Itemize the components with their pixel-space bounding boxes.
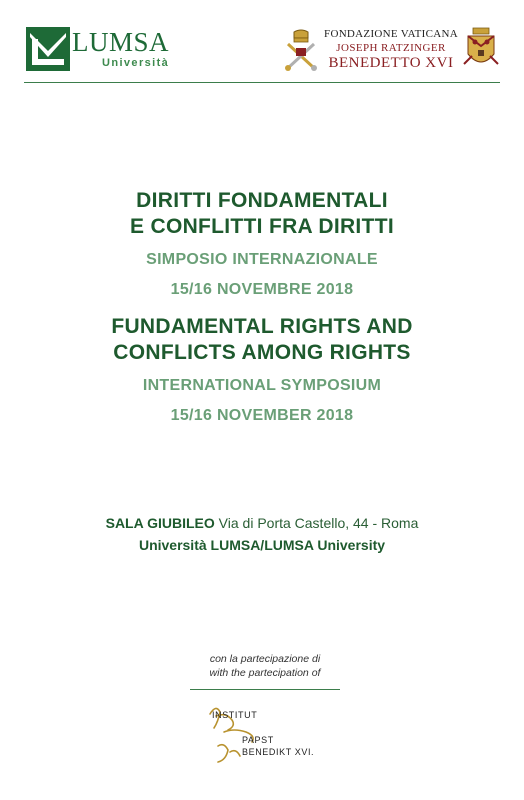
venue-address: Via di Porta Castello, 44 - Roma	[218, 515, 419, 531]
header	[0, 0, 524, 84]
papal-coat-of-arms-icon	[462, 24, 500, 74]
title-en-line-2: CONFLICTS AMONG RIGHTS	[113, 341, 411, 364]
date-en: 15/16 NOVEMBER 2018	[170, 407, 354, 424]
institut-logo	[206, 702, 326, 768]
date-it: 15/16 NOVEMBRE 2018	[170, 281, 354, 298]
institut-line-3: BENEDIKT XVI.	[242, 747, 315, 757]
lumsa-emblem-icon	[26, 27, 70, 71]
papal-keys-crest-icon	[282, 28, 320, 72]
title-it-line-2: E CONFLITTI FRA DIRITTI	[130, 215, 394, 238]
title-it-line-1: DIRITTI FONDAMENTALI	[136, 189, 388, 212]
subtitle-en: INTERNATIONAL SYMPOSIUM	[142, 377, 382, 394]
participation-block	[170, 652, 360, 680]
title-block	[0, 188, 524, 426]
participation-divider	[190, 689, 340, 690]
institut-line-1: INSTITUT	[212, 710, 258, 720]
institut-line-2: PAPST	[242, 735, 274, 745]
venue-hall: SALA GIUBILEO	[105, 515, 215, 531]
foundation-line-2: JOSEPH RATZINGER	[336, 42, 446, 54]
venue-university: Università LUMSA/LUMSA University	[138, 537, 386, 553]
participation-it: con la partecipazione di	[209, 653, 321, 665]
foundation-logo	[282, 22, 502, 78]
venue-line	[0, 512, 524, 534]
lumsa-subtitle: Università	[102, 57, 170, 69]
participation-en: with the partecipation of	[209, 667, 321, 679]
lumsa-logo	[26, 27, 170, 73]
title-en-line-1: FUNDAMENTAL RIGHTS AND	[111, 315, 413, 338]
lumsa-name: LUMSA	[72, 27, 170, 57]
header-divider	[24, 82, 500, 83]
subtitle-it: SIMPOSIO INTERNAZIONALE	[146, 251, 378, 268]
foundation-line-3: BENEDETTO XVI	[328, 55, 454, 71]
venue-block	[0, 512, 524, 556]
foundation-line-1: FONDAZIONE VATICANA	[324, 28, 458, 40]
